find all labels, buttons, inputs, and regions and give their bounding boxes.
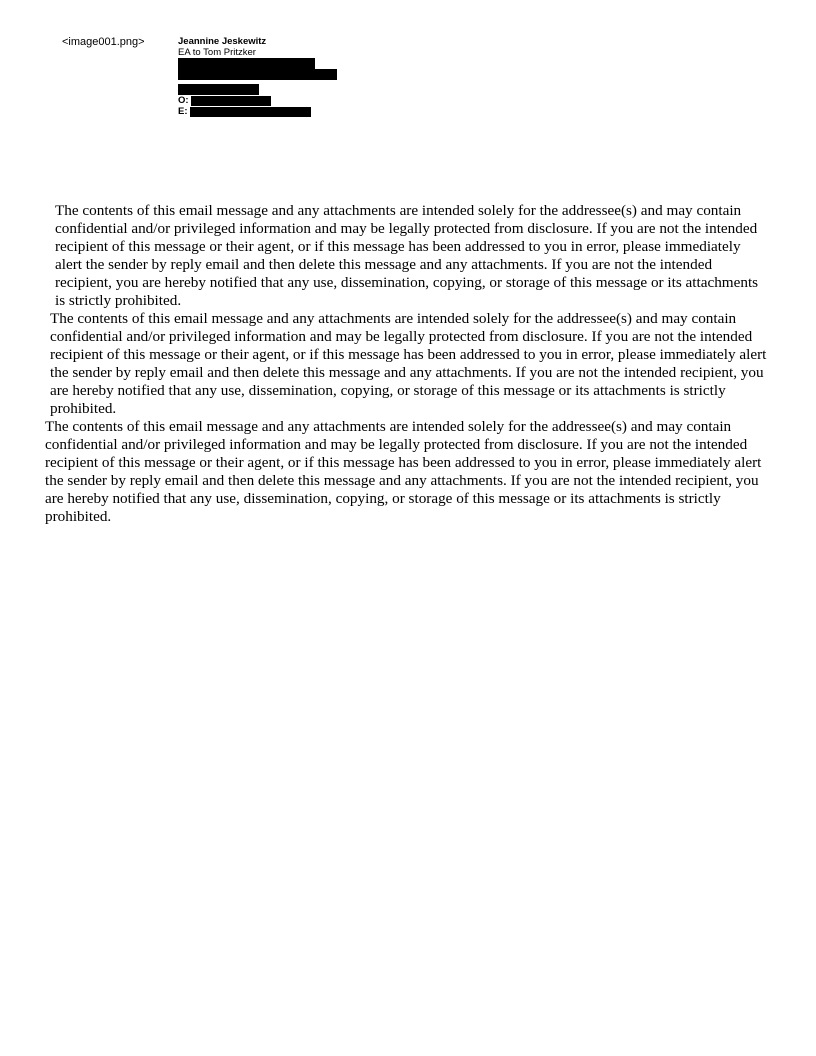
signature-name: Jeannine Jeskewitz xyxy=(178,36,267,47)
email-label: E: xyxy=(178,106,188,117)
redacted-line xyxy=(178,58,315,69)
redacted-office-phone xyxy=(191,96,271,106)
confidentiality-disclaimer: The contents of this email message and any attachments are intended solely for the addressee(s) and may contain confidential and/or privileged information and may be legally protected from disclosure. If you are not the intended recipient of this message or their agent, or if this message has been addressed to you in error, please immediately alert the sender by reply email and then delete this message and any attachments. If you are not the intended recipient, you are hereby notified that any use, dissemination, copying, or storage of this message or its attachments is strictly prohibited. xyxy=(45,418,762,525)
redacted-line xyxy=(178,69,337,80)
signature-title: EA to Tom Pritzker xyxy=(178,47,256,58)
email-signature xyxy=(178,36,337,117)
redacted-line xyxy=(178,84,259,95)
confidentiality-disclaimer: The contents of this email message and any attachments are intended solely for the addressee(s) and may contain confidential and/or privileged information and may be legally protected from disclosure. If you are not the intended recipient of this message or their agent, or if this message has been addressed to you in error, please immediately alert the sender by reply email and then delete this message and any attachments. If you are not the intended recipient, you are hereby notified that any use, dissemination, copying, or storage of this message or its attachments is strictly prohibited. xyxy=(55,202,759,309)
confidentiality-disclaimer: The contents of this email message and any attachments are intended solely for the addressee(s) and may contain confidential and/or privileged information and may be legally protected from disclosure. If you are not the intended recipient of this message or their agent, or if this message has been addressed to you in error, please immediately alert the sender by reply email and then delete this message and any attachments. If you are not the intended recipient, you are hereby notified that any use, dissemination, copying, or storage of this message or its attachments is strictly prohibited. xyxy=(50,310,767,417)
email-row xyxy=(178,106,337,117)
redacted-email xyxy=(190,107,311,117)
office-label: O: xyxy=(178,95,189,106)
office-phone-row xyxy=(178,95,337,106)
image-placeholder: <image001.png> xyxy=(62,36,145,48)
